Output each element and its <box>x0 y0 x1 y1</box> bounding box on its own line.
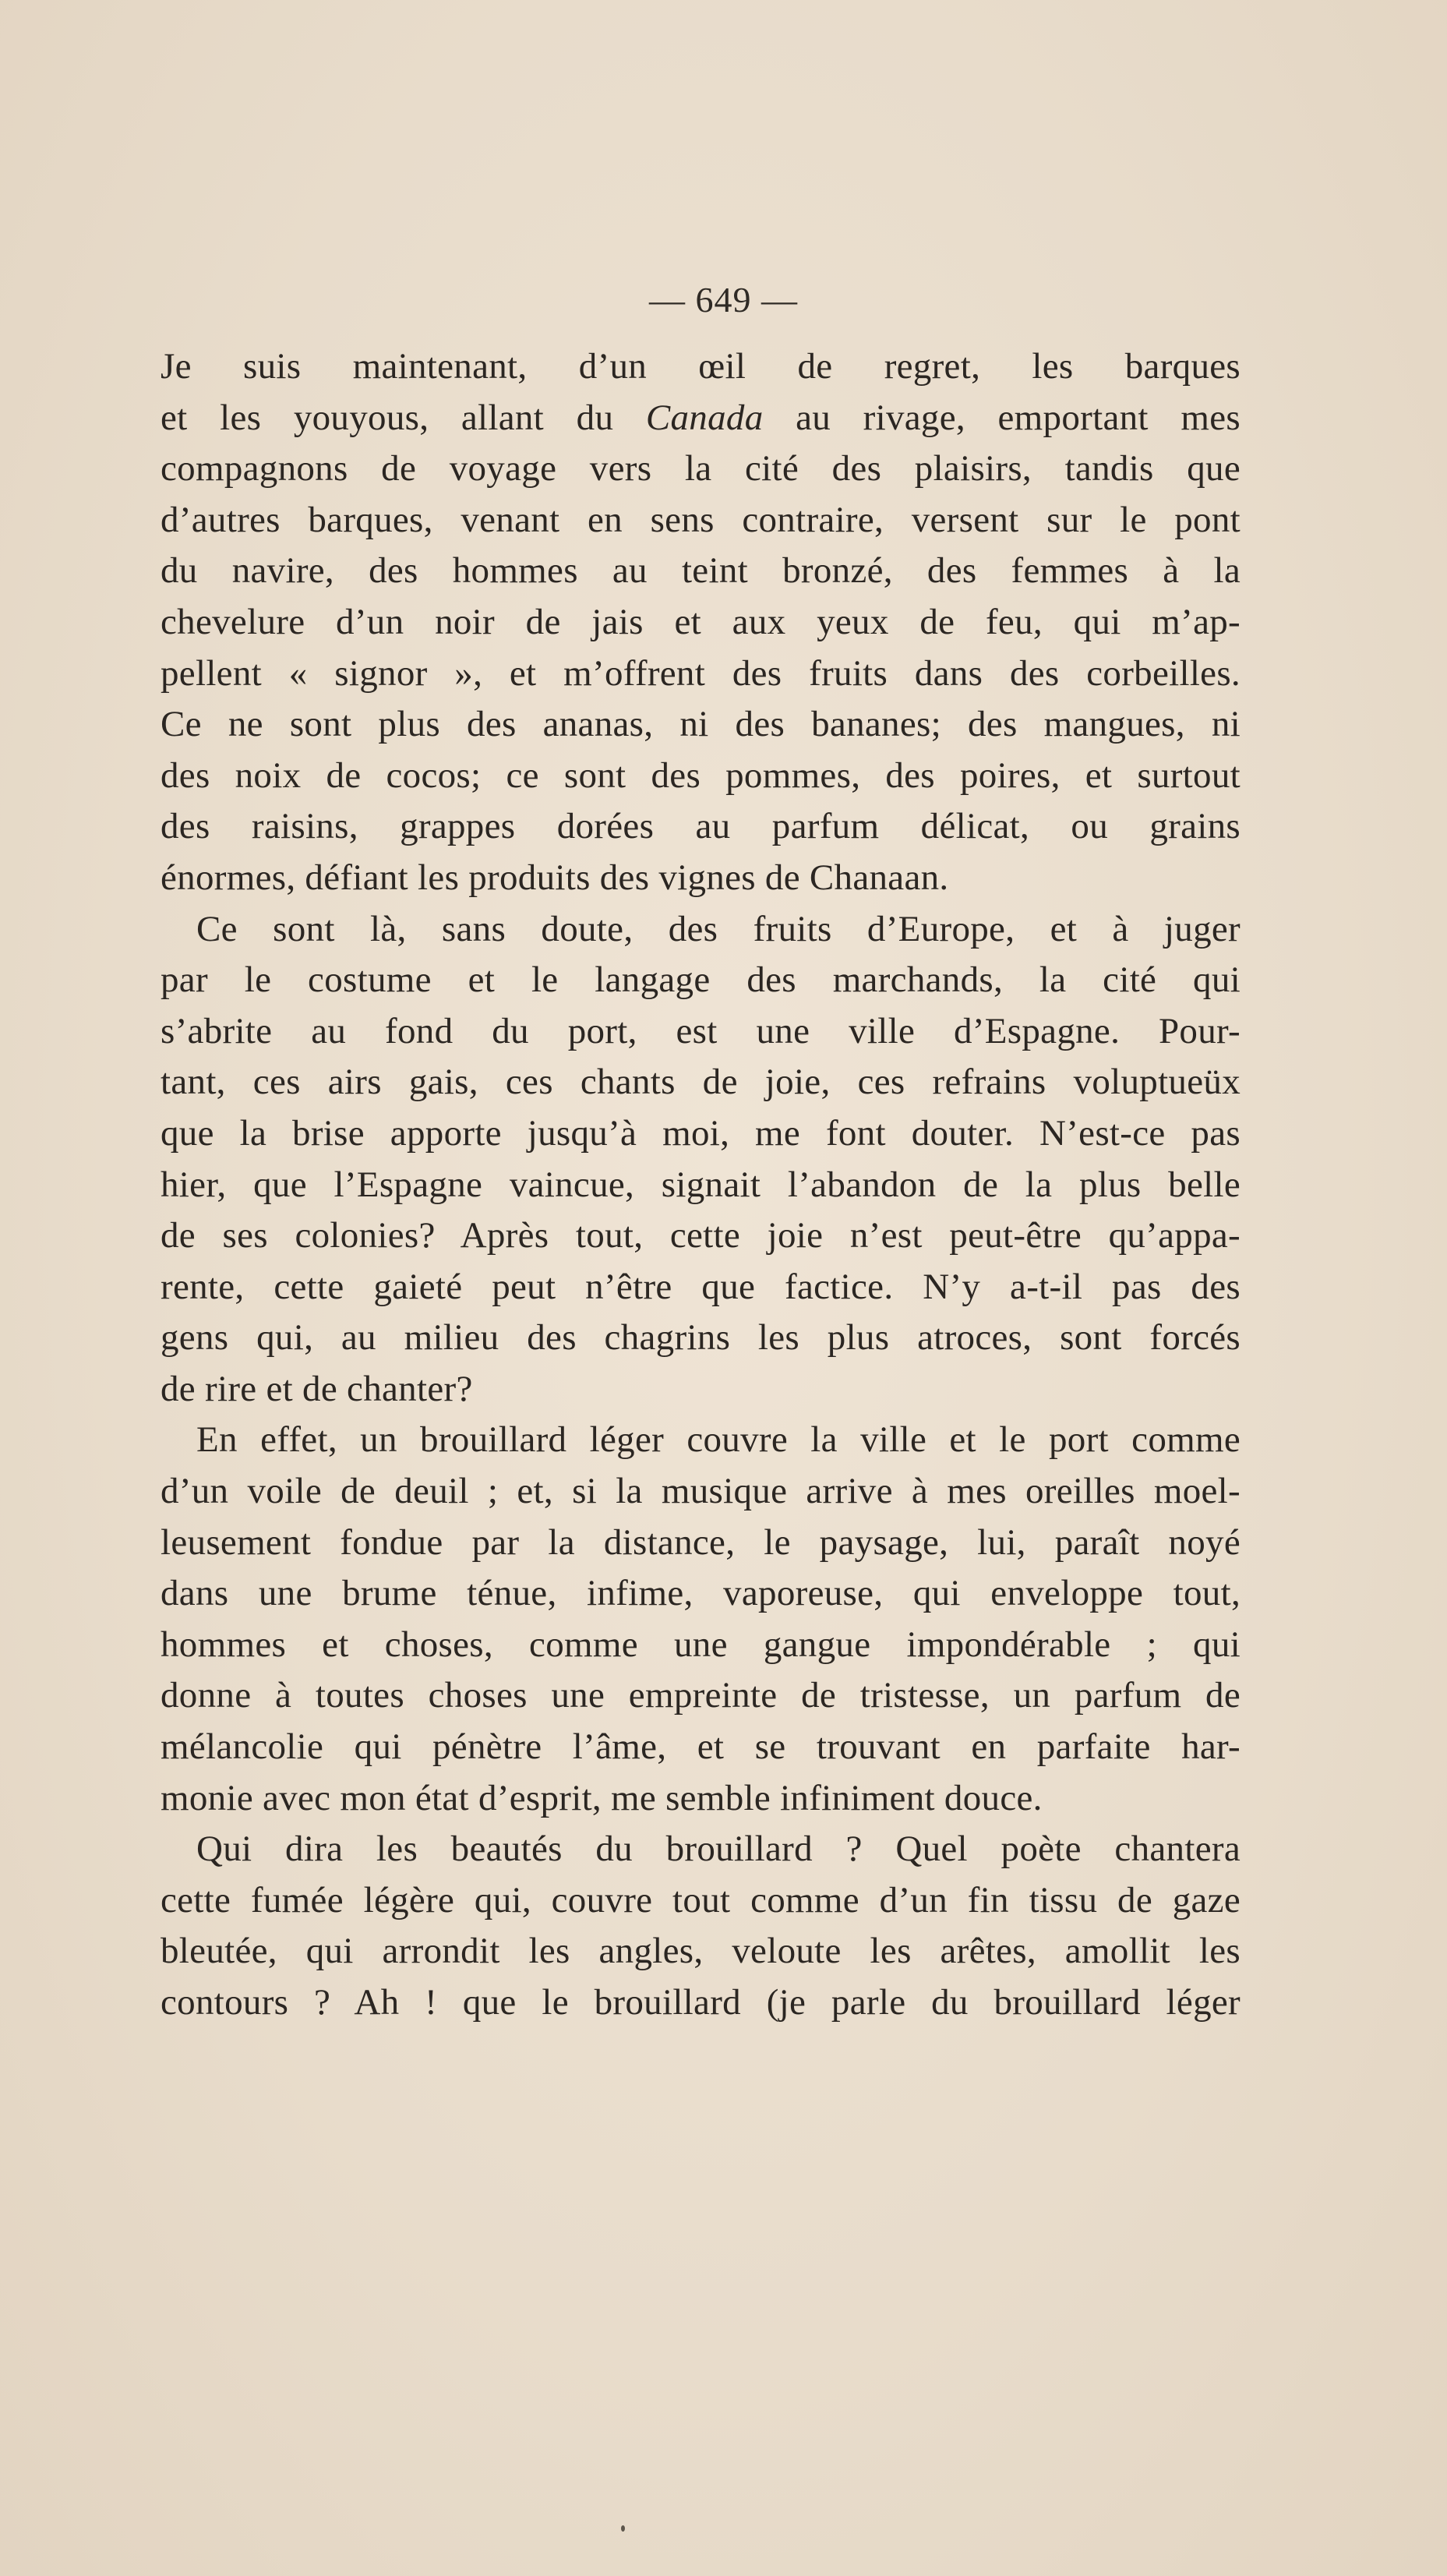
text-line: bleutée, qui arrondit les angles, veloute les arêtes, amollit les <box>161 1931 1241 1972</box>
text-line: de ses colonies? Après tout, cette joie n’est peut-être qu’appa- <box>161 1215 1241 1256</box>
text-line: hier, que l’Espagne vaincue, signait l’abandon de la plus belle <box>161 1164 1241 1205</box>
text-line: d’autres barques, venant en sens contraire, versent sur le pont <box>161 499 1241 540</box>
text-line: tant, ces airs gais, ces chants de joie, ces refrains voluptueüx <box>161 1062 1241 1103</box>
text-line: Je suis maintenant, d’un œil de regret, les barques <box>161 346 1241 387</box>
text-line: Ce ne sont plus des ananas, ni des bananes; des mangues, ni <box>161 704 1241 745</box>
text-line: des raisins, grappes dorées au parfum délicat, ou grains <box>161 806 1241 847</box>
text-fragment: au rivage, emportant mes <box>796 397 1241 438</box>
text-line: s’abrite au fond du port, est une ville d’Espagne. Pour- <box>161 1010 1241 1051</box>
text-line: de rire et de chanter? <box>161 1368 473 1409</box>
ink-speck <box>621 2525 625 2532</box>
text-line: mélancolie qui pénètre l’âme, et se trouvant en parfaite har- <box>161 1726 1241 1768</box>
text-line: gens qui, au milieu des chagrins les plus atroces, sont forcés <box>161 1317 1241 1359</box>
text-line: leusement fondue par la distance, le paysage, lui, paraît noyé <box>161 1521 1241 1563</box>
text-line: contours ? Ah ! que le brouillard (je parle du brouillard léger <box>161 1982 1241 2023</box>
text-line: hommes et choses, comme une gangue impondérable ; qui <box>161 1624 1241 1665</box>
page-number: — 649 — <box>649 280 798 320</box>
text-fragment: et les youyous, allant du <box>161 397 614 438</box>
text-line: En effet, un brouillard léger couvre la ville et le port comme <box>196 1419 1241 1461</box>
text-line: Ce sont là, sans doute, des fruits d’Europe, et à juger <box>196 908 1241 949</box>
text-line: du navire, des hommes au teint bronzé, des femmes à la <box>161 550 1241 592</box>
text-line: donne à toutes choses une empreinte de tristesse, un parfum de <box>161 1675 1241 1716</box>
text-line: cette fumée légère qui, couvre tout comme d’un fin tissu de gaze <box>161 1879 1241 1921</box>
text-line: d’un voile de deuil ; et, si la musique arrive à mes oreilles moel- <box>161 1471 1241 1512</box>
text-line: Qui dira les beautés du brouillard ? Quel poète chantera <box>196 1829 1241 1870</box>
body-text <box>161 341 1241 2029</box>
text-line: dans une brume ténue, infime, vaporeuse, qui enveloppe tout, <box>161 1573 1241 1614</box>
text-line: que la brise apporte jusqu’à moi, me font douter. N’est-ce pas <box>161 1112 1241 1154</box>
text-line: chevelure d’un noir de jais et aux yeux de feu, qui m’ap- <box>161 601 1241 642</box>
ship-name: Canada <box>645 397 764 438</box>
text-line: monie avec mon état d’esprit, me semble infiniment douce. <box>161 1777 1043 1818</box>
text-line: par le costume et le langage des marchands, la cité qui <box>161 959 1241 1001</box>
text-line-with-italic <box>161 393 1241 444</box>
text-line: rente, cette gaieté peut n’être que factice. N’y a-t-il pas des <box>161 1266 1241 1307</box>
text-line: compagnons de voyage vers la cité des plaisirs, tandis que <box>161 448 1241 489</box>
text-line: des noix de cocos; ce sont des pommes, des poires, et surtout <box>161 754 1241 796</box>
text-line: pellent « signor », et m’offrent des fruits dans des corbeilles. <box>161 652 1241 694</box>
text-line: énormes, défiant les produits des vignes de Chanaan. <box>161 857 949 898</box>
